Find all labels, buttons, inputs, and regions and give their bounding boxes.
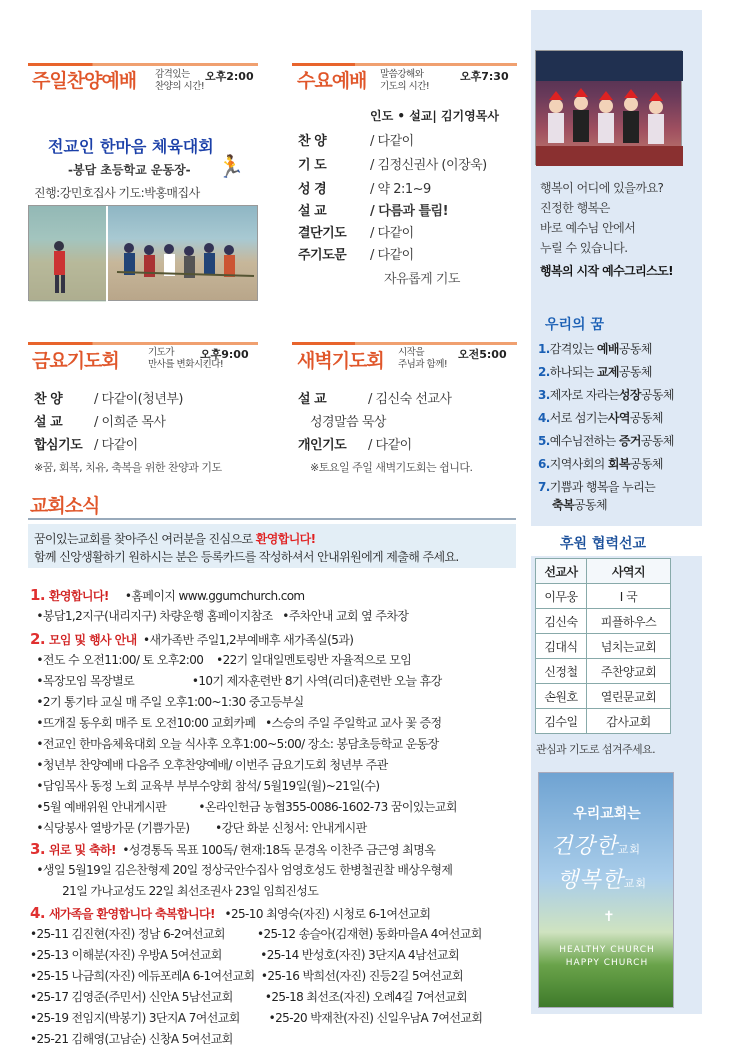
dream-item: 6.지역사회의 회복공동체 bbox=[538, 457, 663, 471]
dream-item: 5.예수님전하는 증거공동체 bbox=[538, 434, 674, 448]
wed-row: 찬 양 / 다같이 bbox=[298, 134, 414, 149]
fri-row: 설 교 / 이희준 목사 bbox=[34, 415, 166, 430]
news-line bbox=[30, 630, 353, 648]
news-text: •홈페이지 www.ggumchurch.com bbox=[108, 589, 305, 603]
table-row: 김수일 감사교회 bbox=[536, 709, 671, 734]
news-line bbox=[30, 1030, 233, 1047]
mission-table-header bbox=[536, 559, 671, 584]
news-text: •2기 통기타 교실 매 주일 오후1:00~1:30 중고등부실 bbox=[30, 695, 304, 709]
news-text: •25-10 최영숙(자진) 시청로 6-1여선교회 bbox=[214, 907, 431, 921]
news-line bbox=[30, 651, 411, 668]
news-line bbox=[30, 946, 459, 963]
dawn-note: ※토요일 주일 새벽기도회는 쉽니다. bbox=[310, 461, 473, 474]
col-field: 사역지 bbox=[586, 559, 670, 584]
dawn-sub: 시작을 주님과 함께! bbox=[398, 347, 448, 370]
news-text: •25-19 전임지(박봉기) 3단지A 7여선교회 •25-20 박재찬(자진) 신일우남A 7여선교회 bbox=[30, 1011, 483, 1025]
dream-item: 1.감격있는 예배공동체 bbox=[538, 342, 652, 356]
section-divider bbox=[28, 342, 258, 345]
news-line bbox=[30, 777, 379, 794]
news-line bbox=[30, 756, 388, 773]
news-line bbox=[30, 607, 408, 624]
col-missionary: 선교사 bbox=[536, 559, 587, 584]
news-text: •25-11 김진현(자진) 정남 6-2여선교회 •25-12 송슬아(김재현) 동화마을A 4여선교회 bbox=[30, 927, 482, 941]
news-line bbox=[30, 735, 439, 752]
sports-photo-figures bbox=[29, 206, 259, 302]
news-section-title: 새가족을 환영합니다 축복합니다! bbox=[48, 907, 215, 921]
fri-time: 오후9:00 bbox=[200, 348, 249, 361]
news-line bbox=[30, 925, 482, 942]
news-section-title: 환영합니다! bbox=[48, 589, 109, 603]
news-section-number: 2. bbox=[30, 630, 45, 648]
news-line bbox=[30, 840, 435, 858]
news-line bbox=[30, 861, 452, 878]
poster-line: HAPPY CHURCH bbox=[565, 958, 649, 968]
dawn-title: 새벽기도회 bbox=[297, 350, 384, 372]
mission-table bbox=[535, 558, 671, 734]
section-divider bbox=[292, 342, 517, 345]
fri-sub: 기도가 만사를 변화시킨다! bbox=[148, 347, 224, 370]
news-text: •식당봉사 열방가문 (기쁨가문) •강단 화분 신청서: 안내게시판 bbox=[30, 821, 367, 835]
dawn-row: 설 교 / 김신숙 선교사 bbox=[298, 392, 452, 407]
section-divider bbox=[292, 63, 517, 66]
poster-line: 행복한교회 bbox=[557, 868, 648, 893]
news-text: •새가족반 주일1,2부예배후 새가족실(5과) bbox=[136, 633, 354, 647]
sports-day-photo bbox=[28, 205, 258, 301]
news-line bbox=[30, 882, 318, 899]
news-section-number: 4. bbox=[30, 904, 45, 922]
news-text: •5월 예배위원 안내게시판 •온라인헌금 농협355-0086-1602-73 꿈이있는교회 bbox=[30, 800, 457, 814]
choir-photo-figures bbox=[536, 51, 683, 166]
dream-item: 2.하나되는 교제공동체 bbox=[538, 365, 652, 379]
mission-note: 관심과 기도로 섬겨주세요. bbox=[536, 743, 655, 756]
choir-photo bbox=[535, 50, 682, 165]
news-text: •담임목사 동정 노회 교육부 부부수양회 참석/ 5월19일(월)~21일(수) bbox=[30, 779, 380, 793]
welcome-line: 함께 신앙생활하기 원하시는 분은 등록카드를 작성하셔서 안내위원에게 제출해 주세요. bbox=[34, 550, 459, 564]
wed-row: 설 교 / 다름과 틀림! bbox=[298, 204, 449, 219]
news-text: •25-21 김해영(고남순) 신창A 5여선교회 bbox=[30, 1032, 233, 1046]
news-text: •청년부 찬양예배 다음주 오후찬양예배/ 이번주 금요기도회 청년부 주관 bbox=[30, 758, 388, 772]
wed-sub: 말씀강해와 기도의 시간! bbox=[380, 69, 430, 92]
news-divider bbox=[28, 518, 516, 520]
sunday-title: 주일찬양예배 bbox=[32, 70, 137, 92]
welcome-line: 꿈이있는교회를 찾아주신 여러분을 진심으로 환영합니다! bbox=[34, 532, 316, 546]
news-title: 교회소식 bbox=[30, 495, 100, 517]
church-poster bbox=[538, 772, 674, 1008]
wed-free-prayer: 자유롭게 기도 bbox=[384, 272, 460, 287]
dawn-row: 성경말씀 묵상 bbox=[310, 415, 386, 430]
news-line bbox=[30, 586, 305, 604]
poster-line: 건강한교회 bbox=[551, 834, 642, 859]
news-section-title: 위로 및 축하! bbox=[48, 843, 116, 857]
news-line bbox=[30, 988, 467, 1005]
table-row: 김신숙 피플하우스 bbox=[536, 609, 671, 634]
news-line bbox=[30, 693, 304, 710]
dawn-time: 오전5:00 bbox=[458, 348, 507, 361]
sunday-sub: 감격있는 찬양의 시간! bbox=[155, 69, 205, 92]
wed-row: 기 도 / 김정신권사 (이장욱) bbox=[298, 158, 487, 173]
news-text: 21일 가나교성도 22일 최선조권사 23일 임희진성도 bbox=[30, 884, 319, 898]
news-text: •생일 5월19일 김은찬형제 20일 정상국안수집사 엄영호성도 한병철권찰 배상우형제 bbox=[30, 863, 453, 877]
table-row: 신정철 주찬양교회 bbox=[536, 659, 671, 684]
wed-time: 오후7:30 bbox=[460, 70, 509, 83]
news-line bbox=[30, 672, 442, 689]
news-text: •25-15 나금희(자진) 에듀포레A 6-1여선교회 •25-16 박희선(자진) 진등2길 5여선교회 bbox=[30, 969, 464, 983]
news-text: •25-17 김영준(주민서) 신안A 5남선교회 •25-18 최선조(자진) 오례4길 7여선교회 bbox=[30, 990, 467, 1004]
fri-note: ※꿈, 회복, 치유, 축복을 위한 찬양과 기도 bbox=[34, 461, 222, 474]
wed-title: 수요예배 bbox=[297, 70, 367, 92]
poster-line: HEALTHY CHURCH bbox=[559, 945, 655, 955]
news-text: •전교인 한마음체육대회 오늘 식사후 오후1:00~5:00/ 장소: 봉담초등학교 운동장 bbox=[30, 737, 439, 751]
table-row: 김대식 넘치는교회 bbox=[536, 634, 671, 659]
news-line bbox=[30, 1009, 482, 1026]
wed-row: 주기도문 / 다같이 bbox=[298, 248, 414, 263]
news-line bbox=[30, 967, 463, 984]
news-text: •목장모임 목장별로 •10기 제자훈련반 8기 사역(리더)훈련반 오늘 휴강 bbox=[30, 674, 442, 688]
news-line bbox=[30, 798, 457, 815]
wed-leader: 인도 • 설교| 김기영목사 bbox=[370, 109, 499, 123]
event-title: 전교인 한마음 체육대회 bbox=[48, 137, 214, 156]
news-line bbox=[30, 904, 430, 922]
dream-item: 3.제자로 자라는성장공동체 bbox=[538, 388, 674, 402]
news-text: •뜨개질 동우회 매주 토 오전10:00 교회카페 •스승의 주일 주일학교 교사 꽃 증정 bbox=[30, 716, 442, 730]
wed-row: 성 경 / 약 2:1~9 bbox=[298, 182, 431, 197]
news-text: •봉담1,2지구(내리지구) 차량운행 홈페이지참조 •주차안내 교회 옆 주차장 bbox=[30, 609, 409, 623]
sunday-time: 오후2:00 bbox=[205, 70, 254, 83]
happiness-bold: 행복의 시작 예수그리스도! bbox=[540, 264, 673, 278]
dream-item-cont: 축복공동체 bbox=[552, 498, 607, 512]
fri-row: 합심기도 / 다같이 bbox=[34, 438, 138, 453]
wed-row: 결단기도 / 다같이 bbox=[298, 226, 414, 241]
news-section-number: 3. bbox=[30, 840, 45, 858]
table-row: 이무웅 I 국 bbox=[536, 584, 671, 609]
news-text: •성경통독 목표 100독/ 현재:18독 문경옥 이찬주 금근영 최명옥 bbox=[115, 843, 436, 857]
dream-item: 7.기쁨과 행복을 누리는 bbox=[538, 480, 656, 494]
fri-title: 금요기도회 bbox=[32, 350, 119, 372]
news-section-title: 모임 및 행사 안내 bbox=[48, 633, 137, 647]
news-line bbox=[30, 819, 367, 836]
mission-title: 후원 협력선교 bbox=[560, 536, 647, 552]
happiness-text: 행복이 어디에 있을까요? 진정한 행복은 바로 예수님 안에서 누릴 수 있습니다. bbox=[540, 181, 664, 255]
dream-title: 우리의 꿈 bbox=[545, 317, 604, 333]
cross-icon: ✝ bbox=[603, 909, 615, 925]
runner-icon: 🏃 bbox=[217, 155, 245, 180]
poster-line: 우리교회는 bbox=[573, 806, 641, 822]
news-line bbox=[30, 714, 442, 731]
news-text: •25-13 이해분(자진) 우방A 5여선교회 •25-14 반성호(자진) 3단지A 4남선교회 bbox=[30, 948, 460, 962]
news-text: •전도 수 오전11:00/ 토 오후2:00 •22기 일대일멘토링반 자율적으로 모임 bbox=[30, 653, 412, 667]
news-section-number: 1. bbox=[30, 586, 45, 604]
dawn-row: 개인기도 / 다같이 bbox=[298, 438, 412, 453]
event-place: -봉담 초등학교 운동장- bbox=[68, 163, 191, 177]
section-divider bbox=[28, 63, 258, 66]
table-row: 손원호 열린문교회 bbox=[536, 684, 671, 709]
fri-row: 찬 양 / 다같이(청년부) bbox=[34, 392, 184, 407]
event-people: 진행:강민호집사 기도:박홍매집사 bbox=[34, 186, 200, 200]
dream-item: 4.서로 섬기는사역공동체 bbox=[538, 411, 663, 425]
